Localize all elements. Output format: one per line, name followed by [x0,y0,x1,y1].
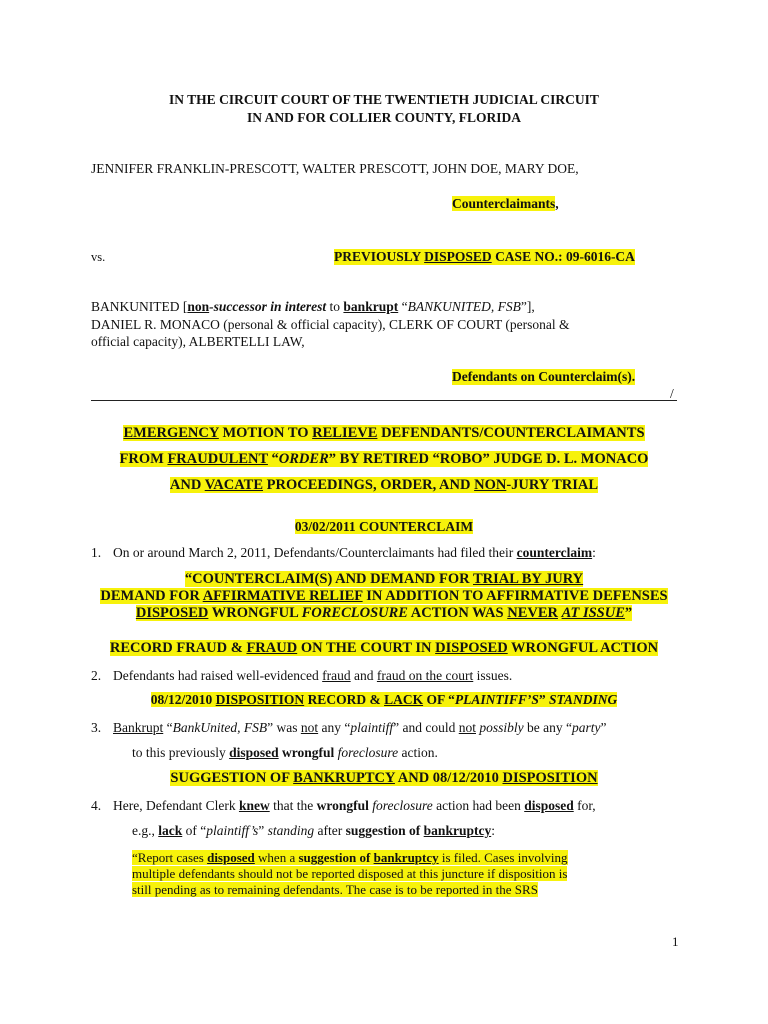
counterclaimants-role [452,196,559,212]
def-non: non [187,299,210,314]
paragraph-4-line-1 [113,798,596,814]
cc-jury: TRIAL BY JURY [472,571,584,587]
para-fraud-on-court: fraud on the court [376,668,474,683]
quote-disposed: disposed [207,850,255,865]
para-text: action had been [432,798,525,813]
cc-affirmative-relief: AFFIRMATIVE RELIEF [202,588,363,604]
cc-text: ACTION WAS [407,605,508,621]
title-vacate: VACATE [204,477,263,493]
para-text: any “ [318,720,351,735]
counterclaim-title-line-3 [0,605,768,621]
para-disposed: disposed [229,745,279,760]
paragraph-number-4: 4. [91,798,102,813]
sec2-text: WRONGFUL ACTION [507,640,659,656]
cc-text: “COUNTERCLAIM(S) AND DEMAND FOR [184,571,473,587]
para-text: Here, Defendant Clerk [113,798,239,813]
sec2-text: RECORD FRAUD & [109,640,247,656]
caption-divider [91,400,677,401]
para-text: action. [398,745,438,760]
para-not: not [300,720,319,735]
counterclaim-title-line-1 [0,571,768,587]
para-text: : [592,545,596,560]
para-text: ” was [267,720,301,735]
para-knew: knew [238,798,270,813]
def-bank-name: BANKUNITED, FSB [407,299,521,314]
sec2-disposed: DISPOSED [435,640,508,656]
sec4-bankruptcy: BANKRUPTCY [293,770,395,786]
paragraph-number-1: 1. [91,545,102,560]
title-text: “ [267,451,279,467]
court-name-line-2: IN AND FOR COLLIER COUNTY, FLORIDA [246,110,522,125]
motion-title-line-3 [0,477,768,493]
para-fraud: fraud [322,668,351,683]
block-quote [132,850,686,898]
para-text: ” and could [393,720,459,735]
motion-title-line-2 [0,451,768,467]
para-bankruptcy: bankruptcy [423,823,492,838]
title-text: FROM [119,451,168,467]
para-text: ” [258,823,268,838]
quote-bankruptcy: bankruptcy [373,850,439,865]
quote-text: multiple defendants should not be reported disposed at this juncture if disposition is [132,866,568,881]
defendants-role: Defendants on Counterclaim(s). [452,369,636,384]
counterclaim-title-line-2 [0,588,768,604]
para-text: of “ [182,823,207,838]
quote-text: still pending as to remaining defendants. The case is to be reported in the SRS [132,882,538,897]
case-no-prefix: PREVIOUSLY [334,249,425,264]
cc-text: WRONGFUL [208,605,302,621]
title-text: -JURY TRIAL [506,477,599,493]
cc-text: ” [624,605,633,621]
para-text: and [350,668,377,683]
para-text: that the [269,798,317,813]
section-heading-text: 03/02/2011 COUNTERCLAIM [294,519,474,534]
caption-slash: / [670,386,674,401]
paragraph-3-line-1 [113,720,607,736]
para-disposed: disposed [524,798,574,813]
para-text: ” [600,720,607,735]
sec4-disposition: DISPOSITION [502,770,598,786]
title-relieve: RELIEVE [312,425,378,441]
cc-never: NEVER [507,605,558,621]
para-text: be any “ [523,720,572,735]
para-bankrupt: Bankrupt [113,720,164,735]
title-text: MOTION TO [218,425,313,441]
cc-at-issue: AT ISSUE [561,605,625,621]
comma: , [555,196,559,211]
quote-text: is filed. Cases involving [438,850,568,865]
versus-label: vs. [91,250,106,264]
para-foreclosure: foreclosure [372,798,433,813]
sec4-text: AND 08/12/2010 [394,770,503,786]
section-heading-record-fraud [0,640,768,656]
defendants-line-3: official capacity), ALBERTELLI LAW, [91,334,305,349]
case-number [334,249,635,265]
sec3-text: RECORD & [304,692,385,707]
para-text: after [314,823,346,838]
quote-line-1 [132,850,686,866]
title-order: ORDER [278,451,329,467]
para-counterclaim: counterclaim [516,545,593,560]
para-text: to this previously [132,745,230,760]
cc-disposed: DISPOSED [135,605,209,621]
sec2-text: ON THE COURT IN [297,640,436,656]
sec3-text: OF “ [423,692,455,707]
para-lack: lack [158,823,183,838]
cc-text: DEMAND FOR [100,588,203,604]
sec3-text: 08/12/2010 [150,692,216,707]
para-text: Defendants had raised well-evidenced [113,668,323,683]
paragraph-number-3: 3. [91,720,102,735]
quote-suggestion: suggestion of [298,850,374,865]
def-text: BANKUNITED [ [91,299,188,314]
section-heading-disposition [0,692,768,708]
para-text: On or around March 2, 2011, Defendants/Counterclaimants had filed their [113,545,517,560]
title-text: AND [169,477,205,493]
cc-foreclosure: FORECLOSURE [301,605,408,621]
paragraph-4-line-2 [132,823,495,839]
sec3-disposition: DISPOSITION [215,692,305,707]
court-name-line-1: IN THE CIRCUIT COURT OF THE TWENTIETH JUDICIAL CIRCUIT [169,92,599,107]
para-wrongful: wrongful [316,798,369,813]
counterclaimants-names: JENNIFER FRANKLIN-PRESCOTT, WALTER PRESCOTT, JOHN DOE, MARY DOE, [91,161,579,176]
counterclaimants-role-label: Counterclaimants [452,196,556,211]
para-text: e.g., [132,823,159,838]
title-non: NON [474,477,507,493]
para-suggestion: suggestion of [345,823,424,838]
para-standing: standing [267,823,315,838]
title-text: DEFENDANTS/COUNTERCLAIMANTS [377,425,645,441]
para-wrongful: wrongful [282,745,335,760]
para-plaintiff: plaintiff [350,720,394,735]
motion-title-line-1 [0,425,768,441]
section-heading-bankruptcy [0,770,768,786]
para-bank: BankUnited, FSB [172,720,268,735]
sec4-text: SUGGESTION OF [170,770,294,786]
quote-text: “Report cases [132,850,208,865]
sec3-plaintiffs: PLAINTIFF’S [454,692,539,707]
para-foreclosure: foreclosure [337,745,399,760]
title-text: PROCEEDINGS, ORDER, AND [263,477,475,493]
case-no-suffix: CASE NO.: 09-6016-CA [491,249,635,264]
def-bankrupt: bankrupt [343,299,399,314]
paragraph-1 [113,545,596,561]
para-party: party [572,720,601,735]
sec3-text: ” [538,692,549,707]
paragraph-number-2: 2. [91,668,102,683]
para-text: issues. [473,668,513,683]
quote-text: when a [254,850,299,865]
sec3-standing: STANDING [548,692,618,707]
cc-text: IN ADDITION TO AFFIRMATIVE DEFENSES [362,588,668,604]
para-text: for, [573,798,596,813]
title-text: ” BY RETIRED “ROBO” JUDGE D. L. MONACO [328,451,649,467]
def-text: to [326,299,344,314]
para-possibly: possibly [479,720,524,735]
defendants-line-2: DANIEL R. MONACO (personal & official capacity), CLERK OF COURT (personal & [91,317,570,332]
para-text: “ [163,720,173,735]
title-fraudulent: FRAUDULENT [167,451,268,467]
sec3-lack: LACK [384,692,424,707]
title-emergency: EMERGENCY [123,425,219,441]
case-no-disposed: DISPOSED [424,249,492,264]
def-successor: -successor in interest [209,299,327,314]
def-text: “ [398,299,408,314]
paragraph-2 [113,668,512,684]
section-heading-counterclaim [0,519,768,535]
para-not: not [458,720,476,735]
para-plaintiffs: plaintiff’s [206,823,259,838]
paragraph-3-line-2 [132,745,438,761]
page-number: 1 [672,934,679,949]
para-text: : [491,823,495,838]
sec2-fraud: FRAUD [246,640,298,656]
defendants-line-1 [91,299,535,315]
quote-line-3 [132,882,686,898]
def-text: ”], [520,299,535,314]
quote-line-2 [132,866,686,882]
